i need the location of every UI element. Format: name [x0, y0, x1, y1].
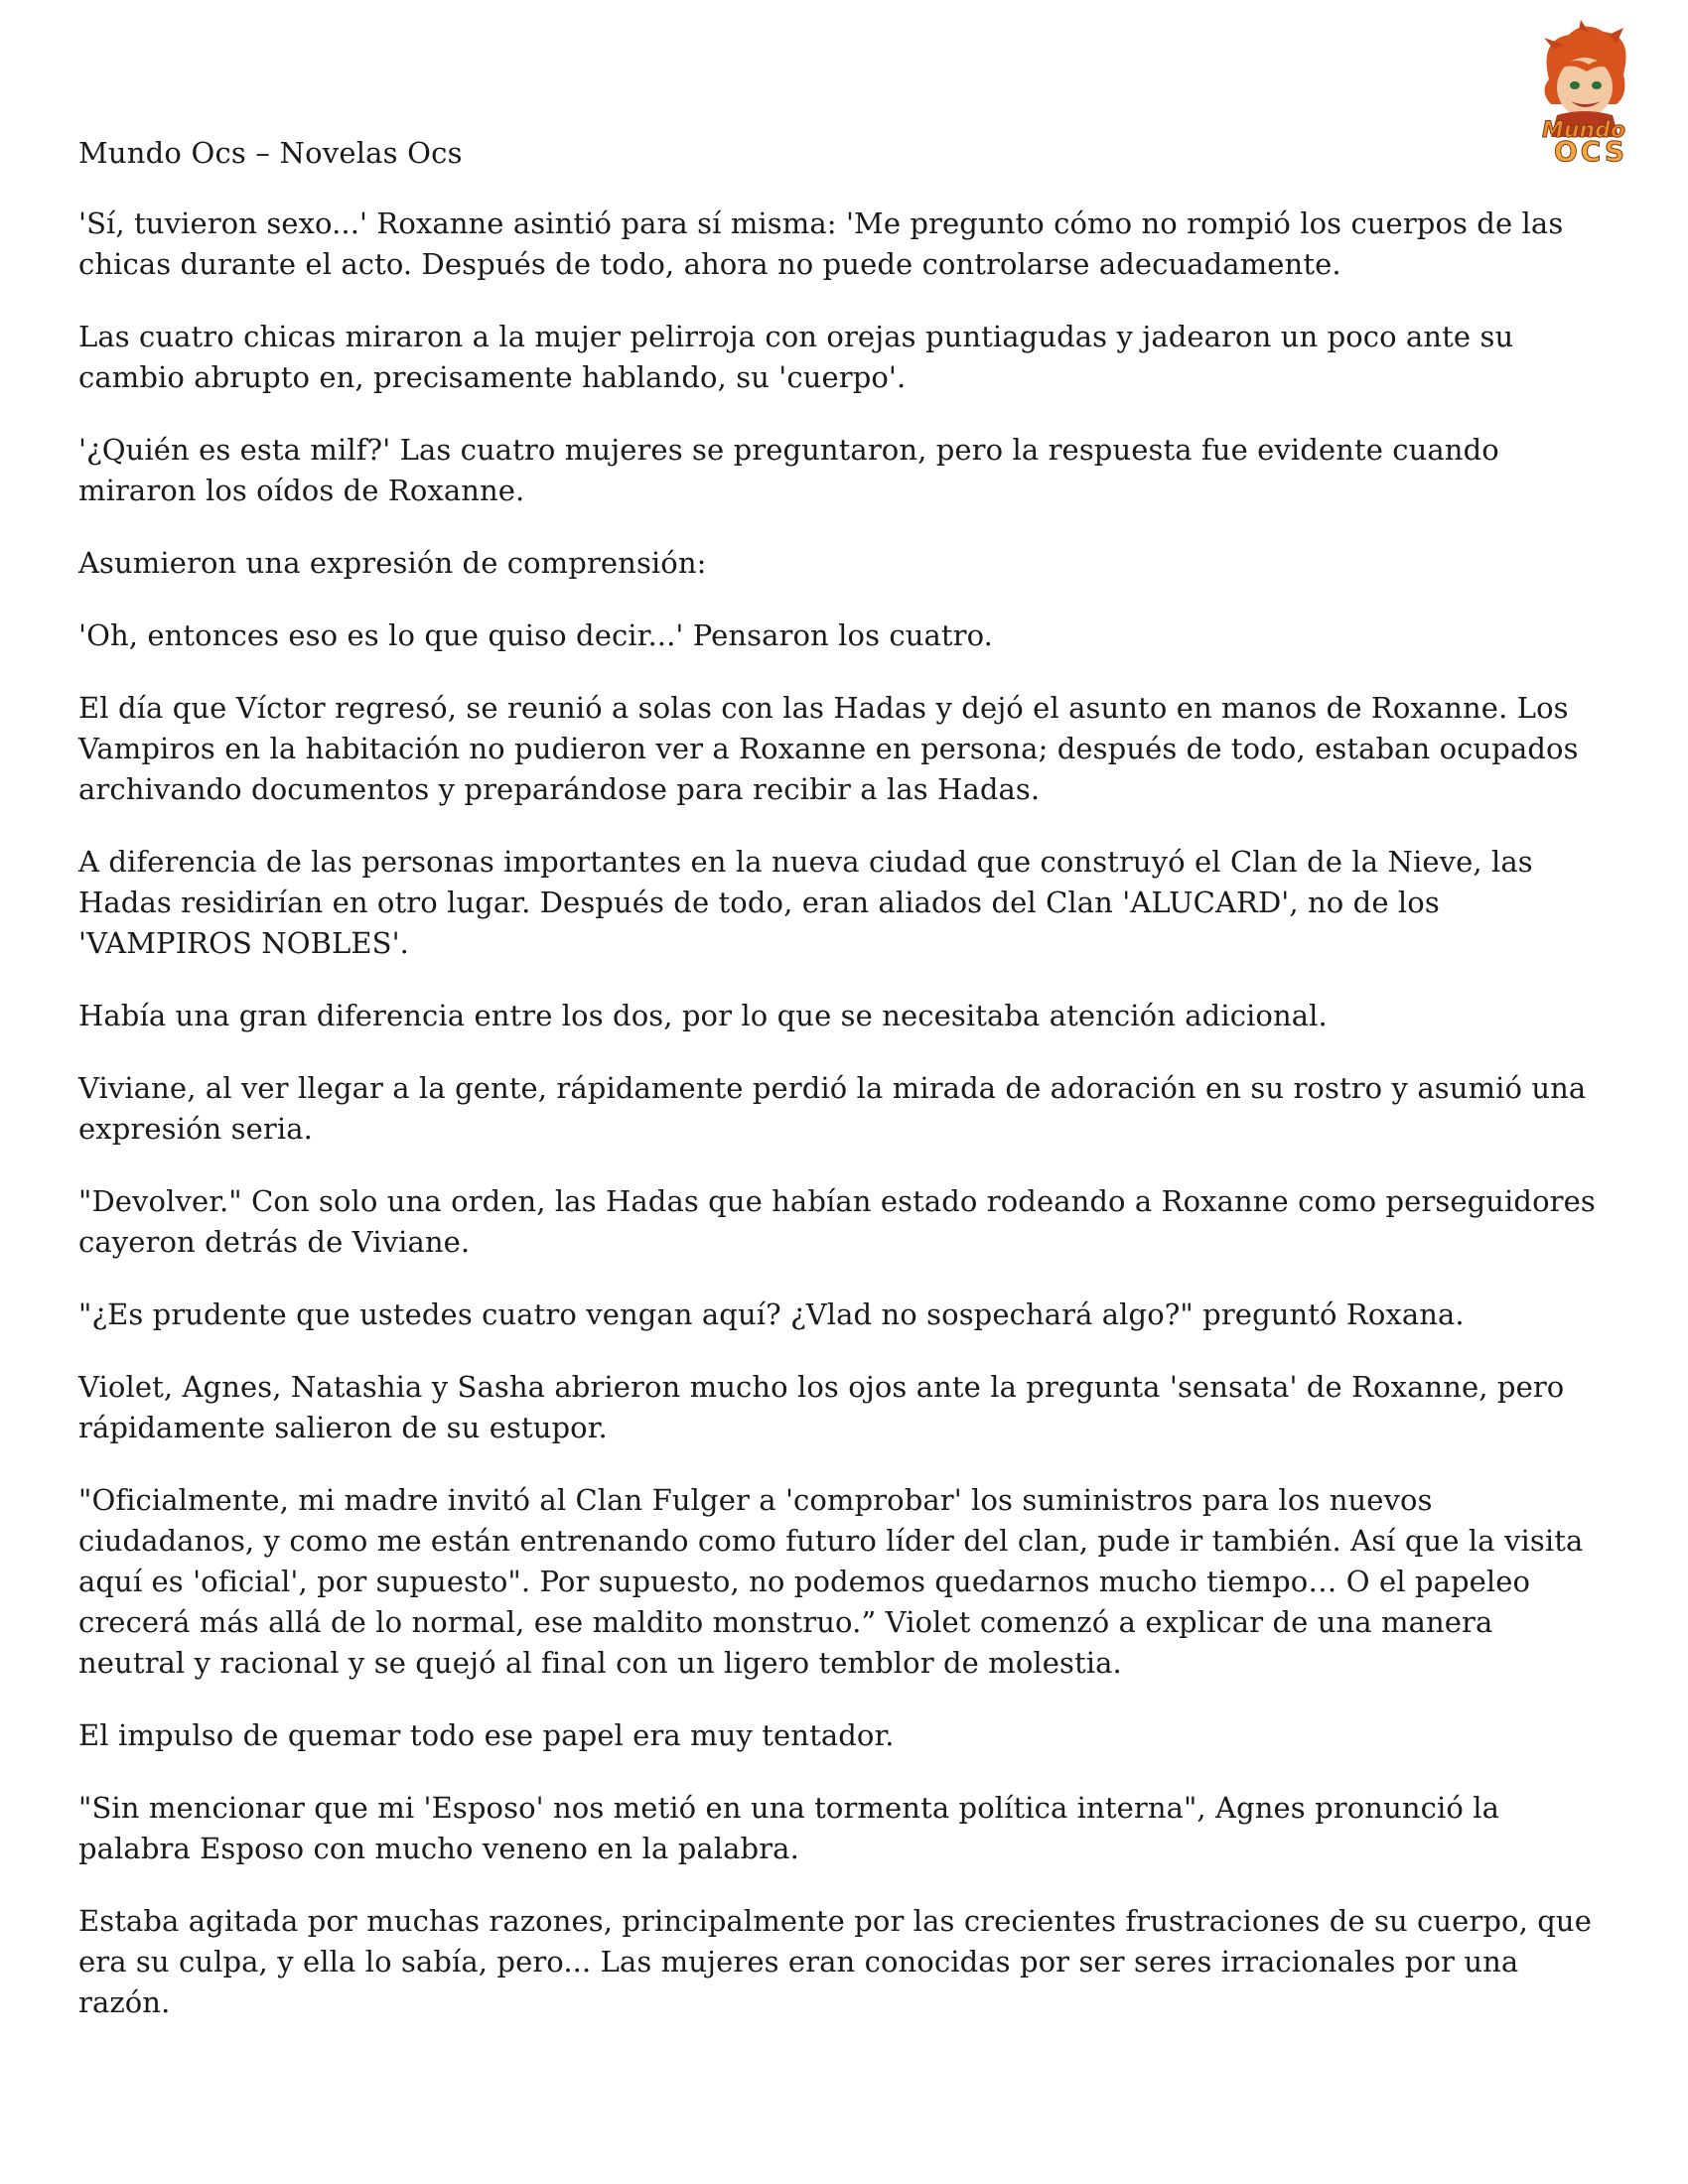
paragraph: 'Oh, entonces eso es lo que quiso decir...' Pensaron los cuatro. [78, 618, 993, 652]
logo-word-2: OCS [1553, 135, 1628, 168]
body-text [78, 204, 1608, 2055]
paragraph: Violet, Agnes, Natashia y Sasha abrieron mucho los ojos ante la pregunta 'sensata' de Roxanne, pero rápidamente salieron de su estupor. [78, 1370, 1565, 1444]
paragraph: 'Sí, tuvieron sexo...' Roxanne asintió para sí misma: 'Me pregunto cómo no rompió los cuerpos de las chicas durante el acto. Después de todo, ahora no puede controlarse adecuadamente. [78, 206, 1564, 281]
paragraph: El impulso de quemar todo ese papel era muy tentador. [78, 1718, 895, 1752]
paragraph: Había una gran diferencia entre los dos, por lo que se necesitaba atención adicional. [78, 999, 1328, 1032]
logo-word-1: Mundo [1541, 118, 1626, 143]
paragraph: Viviane, al ver llegar a la gente, rápidamente perdió la mirada de adoración en su rostro y asumió una expresión seria. [78, 1071, 1587, 1146]
paragraph: Asumieron una expresión de comprensión: [78, 546, 707, 580]
paragraph: Las cuatro chicas miraron a la mujer pelirroja con orejas puntiagudas y jadearon un poco ante su cambio abrupto en, precisamente hablando, su 'cuerpo'. [78, 320, 1514, 394]
mundo-ocs-logo [1509, 20, 1658, 169]
paragraph: "Oficialmente, mi madre invitó al Clan Fulger a 'comprobar' los suministros para los nuevos ciudadanos, y como me están entrenando como futuro líder del clan, pude ir también. Así que la visita aquí es 'oficial', por supuesto". Por supuesto, no podemos quedarnos mucho tiempo… O el papeleo crecerá más allá de lo normal, ese maldito monstruo.” Violet comenzó a explicar de una manera neutral y racional y se quejó al final con un ligero temblor de molestia. [78, 1483, 1584, 1680]
paragraph: A diferencia de las personas importantes en la nueva ciudad que construyó el Clan de la Nieve, las Hadas residirían en otro lugar. Después de todo, eran aliados del Clan 'ALUCARD', no de los 'VAMPIROS NOBLES'. [78, 845, 1533, 960]
paragraph: Estaba agitada por muchas razones, principalmente por las crecientes frustraciones de su cuerpo, que era su culpa, y ella lo sabía, pero... Las mujeres eran conocidas por ser seres irracionales por una razón. [78, 1904, 1592, 2019]
paragraph: "Sin mencionar que mi 'Esposo' nos metió en una tormenta política interna", Agnes pronunció la palabra Esposo con mucho veneno en la palabra. [78, 1791, 1499, 1865]
paragraph: El día que Víctor regresó, se reunió a solas con las Hadas y dejó el asunto en manos de Roxanne. Los Vampiros en la habitación no pudieron ver a Roxanne en persona; después de todo, estaban ocupados archivando documentos y preparándose para recibir a las Hadas. [78, 691, 1579, 806]
paragraph: '¿Quién es esta milf?' Las cuatro mujeres se preguntaron, pero la respuesta fue evidente cuando miraron los oídos de Roxanne. [78, 433, 1499, 507]
paragraph: "Devolver." Con solo una orden, las Hadas que habían estado rodeando a Roxanne como perseguidores cayeron detrás de Viviane. [78, 1184, 1596, 1259]
paragraph: "¿Es prudente que ustedes cuatro vengan aquí? ¿Vlad no sospechará algo?" preguntó Roxana. [78, 1297, 1465, 1331]
page-header: Mundo Ocs – Novelas Ocs [78, 136, 463, 170]
